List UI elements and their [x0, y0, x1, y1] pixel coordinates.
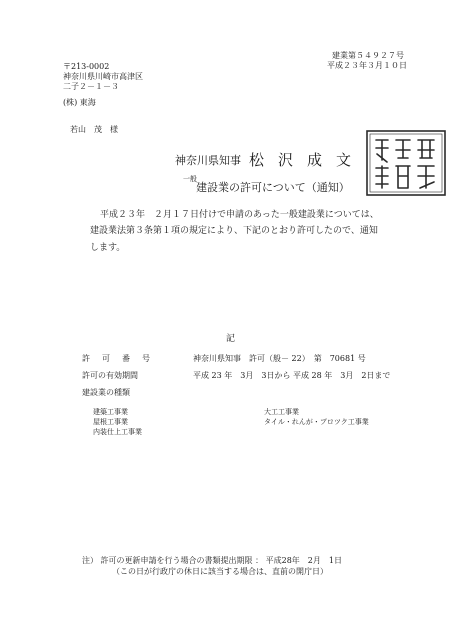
recipient-name: 若山 茂 様	[70, 125, 118, 134]
company-name: (株) 東海	[63, 98, 96, 107]
construction-types-label: 建設業の種類	[82, 388, 130, 397]
construction-type-item: 屋根工事業	[93, 418, 128, 426]
document-title: 建設業の許可について（通知）	[196, 181, 350, 194]
official-seal-stamp	[364, 128, 448, 198]
construction-type-item: タイル・れんが・ブロツク工事業	[264, 418, 369, 426]
address-line-2: 二子２－１－３	[63, 82, 119, 91]
construction-type-item: 建築工事業	[93, 408, 128, 416]
document-number: 建業第５４９２７号	[332, 51, 404, 60]
construction-type-item: 内装仕上工事業	[93, 428, 142, 436]
validity-value: 平成 23 年 3月 3日から 平成 28 年 3月 2日まで	[193, 371, 391, 380]
sender-office: 神奈川県知事	[175, 154, 241, 167]
postal-code: 〒213-0002	[63, 62, 110, 71]
license-number-label: 許 可 番 号	[82, 354, 152, 363]
license-number-value: 神奈川県知事 許可（般－ 22） 第 70681 号	[193, 354, 366, 363]
sender-name: 松沢成文	[249, 151, 366, 169]
address-line-1: 神奈川県川崎市高津区	[63, 72, 143, 81]
validity-label: 許可の有効期間	[82, 371, 138, 380]
record-heading: 記	[226, 334, 236, 344]
body-line-1: 平成２３年 ２月１７日付けで申請のあった一般建設業については、	[100, 210, 379, 220]
renewal-note-line-1: 注） 許可の更新申請を行う場合の書類提出期限 ： 平成28年 2月 1日	[82, 556, 342, 565]
body-line-2: 建設業法第３条第１項の規定により、下記のとおり許可したので、通知	[90, 226, 378, 236]
body-line-3: します。	[90, 243, 126, 253]
title-prefix: 一般	[183, 175, 197, 183]
renewal-note-line-2: （この日が行政庁の休日に該当する場合は、直前の開庁日）	[112, 567, 328, 576]
document-date: 平成２３年３月１０日	[327, 61, 407, 70]
construction-type-item: 大工工事業	[264, 408, 299, 416]
